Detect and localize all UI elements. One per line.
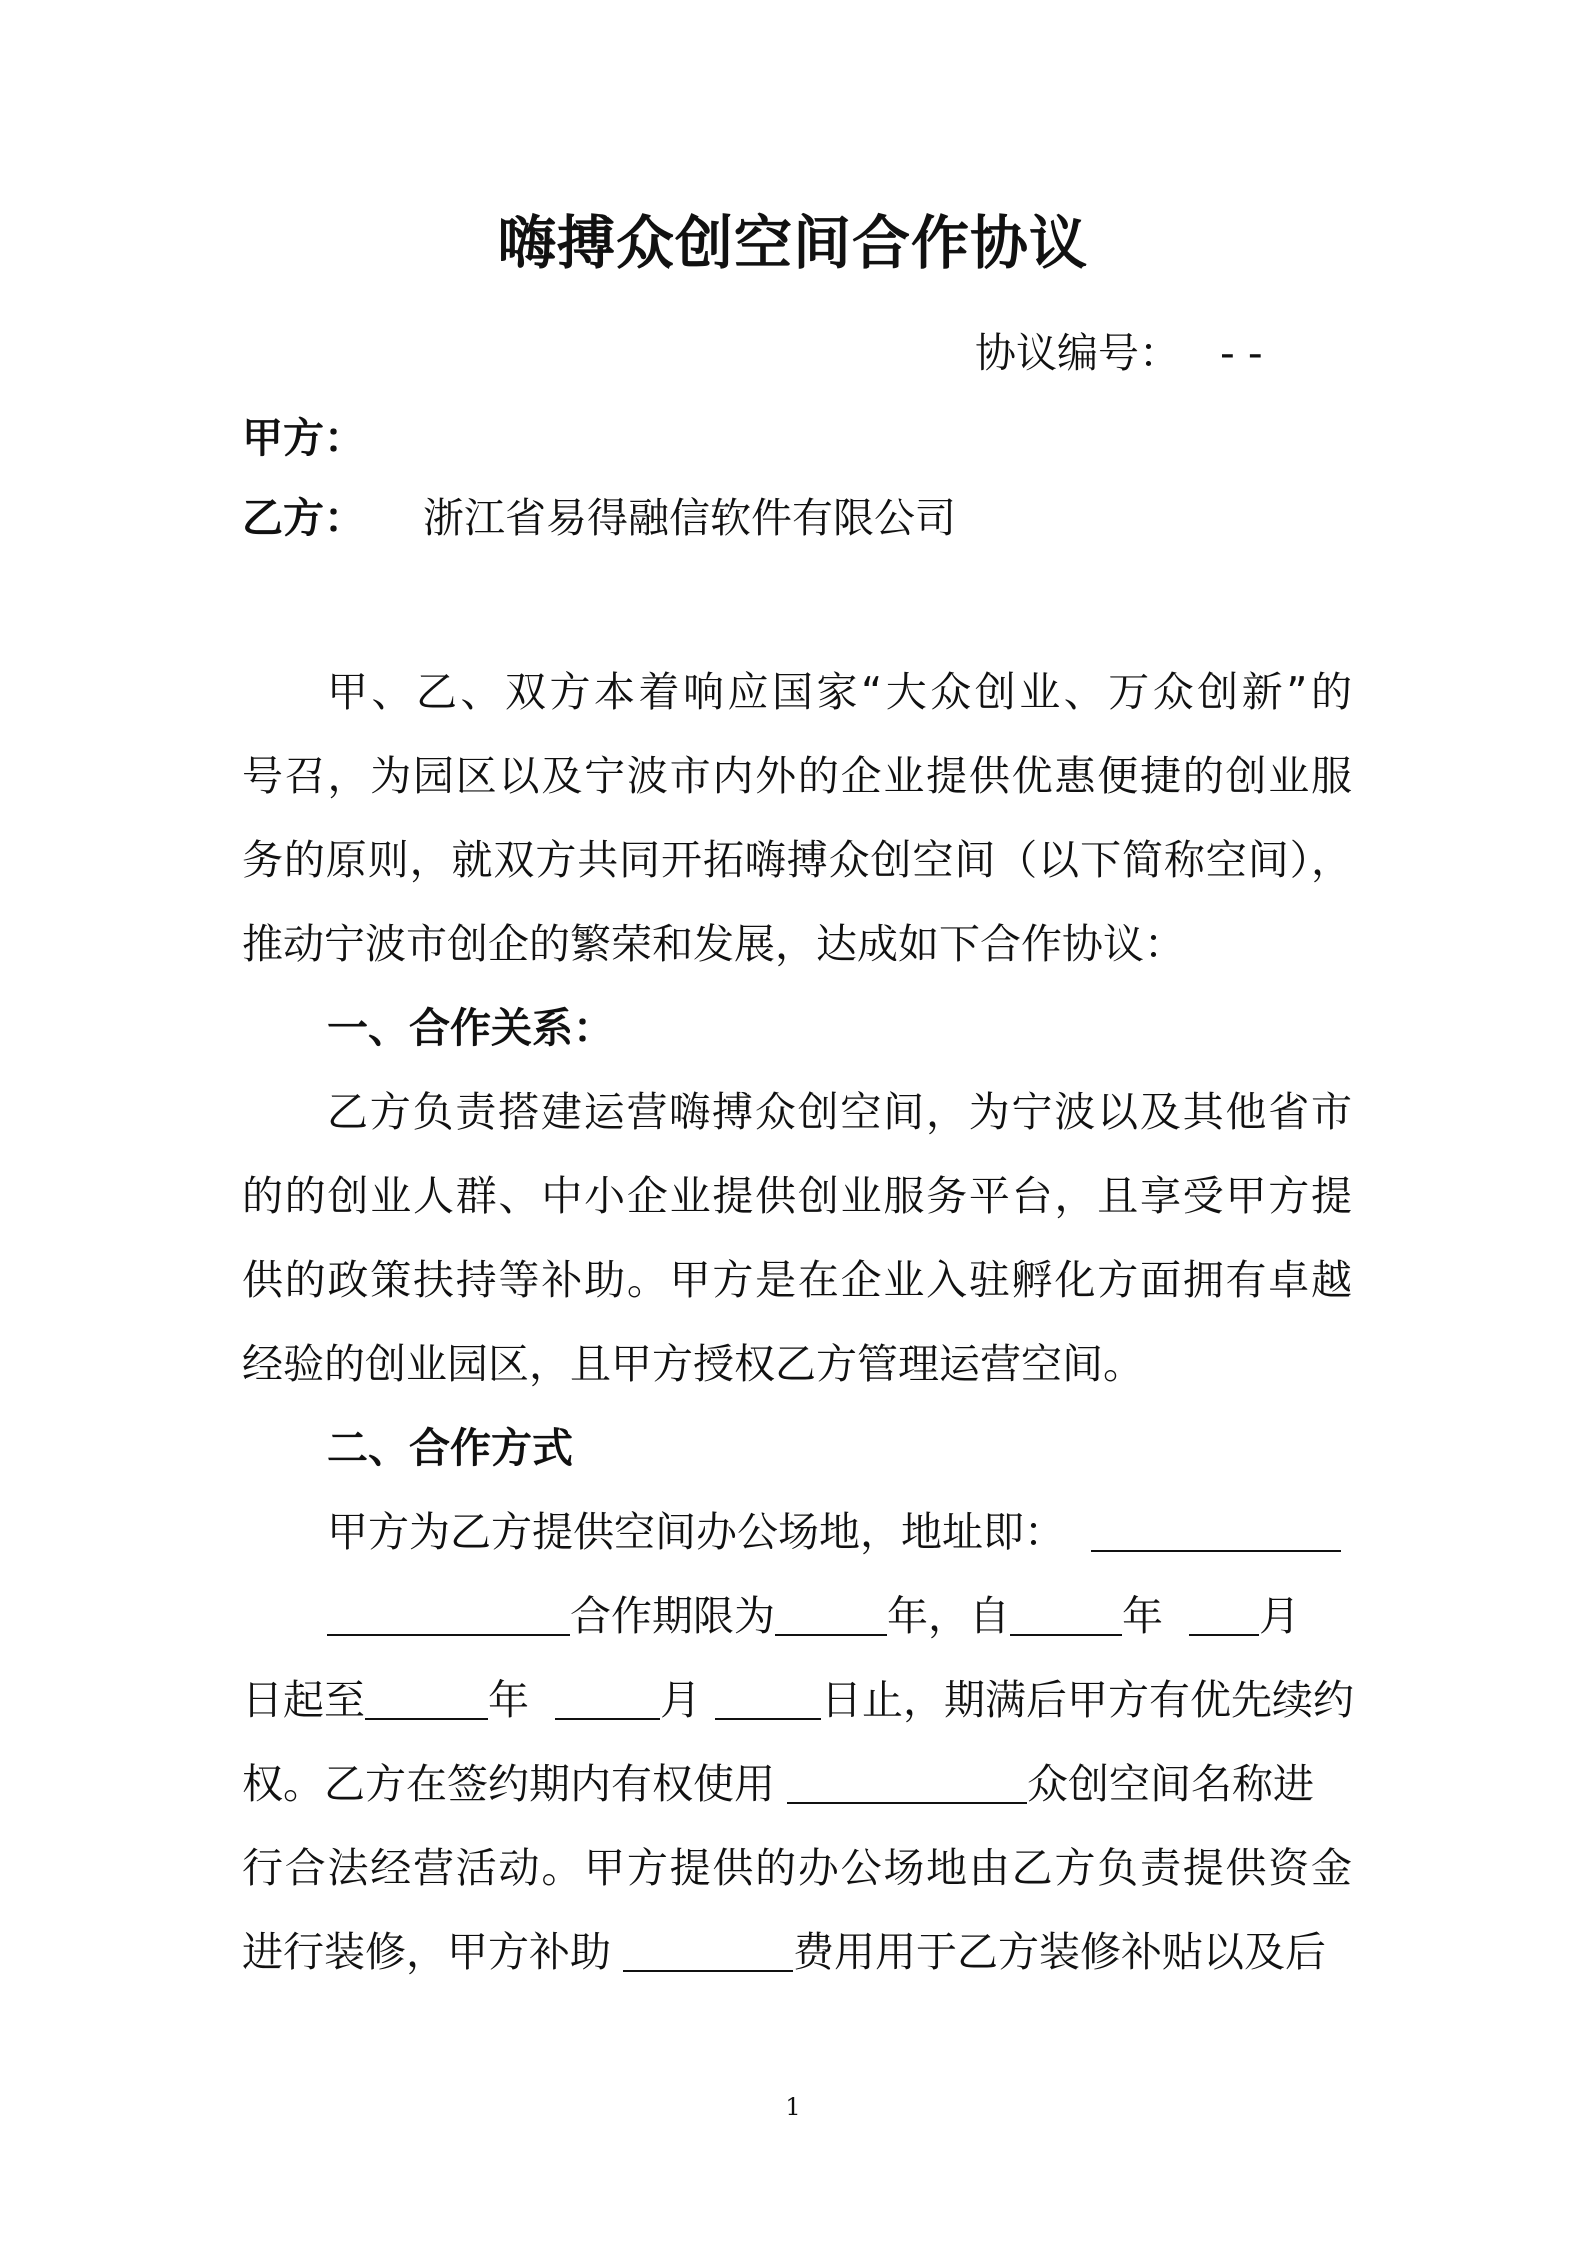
subsidy-blank bbox=[623, 1926, 793, 1972]
renewal-text: 日止，期满后甲方有优先续约 bbox=[821, 1676, 1354, 1724]
party-b-label: 乙方： bbox=[242, 494, 365, 542]
section1-line: 供的政策扶持等补助。甲方是在企业入驻孵化方面拥有卓越 bbox=[242, 1256, 1352, 1304]
agreement-number-value: - - bbox=[1220, 329, 1263, 377]
subsidy-use-text: 费用用于乙方装修补贴以及后 bbox=[793, 1928, 1326, 1976]
end-year-label: 年 bbox=[488, 1676, 529, 1724]
subsidy-text: 进行装修，甲方补助 bbox=[242, 1928, 611, 1976]
start-year-blank bbox=[1010, 1590, 1122, 1636]
party-b bbox=[242, 490, 956, 546]
agreement-number bbox=[975, 325, 1263, 381]
end-month-blank bbox=[555, 1674, 660, 1720]
end-month-label: 月 bbox=[660, 1676, 701, 1724]
term-years-blank bbox=[775, 1590, 887, 1636]
section2-line: 行合法经营活动。甲方提供的办公场地由乙方负责提供资金 bbox=[242, 1844, 1352, 1892]
preamble-line: 号召，为园区以及宁波市内外的企业提供优惠便捷的创业服 bbox=[242, 752, 1352, 800]
name-use-text: 权。乙方在签约期内有权使用 bbox=[242, 1760, 775, 1808]
agreement-number-label: 协议编号： bbox=[975, 329, 1180, 377]
end-day-blank bbox=[715, 1674, 821, 1720]
section1-line: 的的创业人群、中小企业提供创业服务平台，且享受甲方提 bbox=[242, 1172, 1352, 1220]
address-blank bbox=[1091, 1506, 1341, 1552]
preamble-line: 推动宁波市创企的繁荣和发展，达成如下合作协议： bbox=[242, 920, 1185, 968]
section2-line-address bbox=[242, 1504, 1352, 1560]
space-name-text: 众创空间名称进 bbox=[1027, 1760, 1314, 1808]
preamble-line: 甲、乙、双方本着响应国家“大众创业、万众创新”的 bbox=[327, 668, 1352, 716]
party-a-label: 甲方： bbox=[242, 414, 365, 462]
term-text: 合作期限为 bbox=[570, 1592, 775, 1640]
start-year-label: 年 bbox=[1122, 1592, 1163, 1640]
section2-line-subsidy bbox=[242, 1924, 1352, 1980]
section1-line: 乙方负责搭建运营嗨搏众创空间，为宁波以及其他省市 bbox=[327, 1088, 1352, 1136]
page-number: 1 bbox=[785, 2093, 801, 2121]
section2-line-end bbox=[242, 1672, 1352, 1728]
section2-line-term bbox=[242, 1588, 1352, 1644]
section2-heading: 二、合作方式 bbox=[327, 1424, 573, 1472]
address-text: 甲方为乙方提供空间办公场地，地址即： bbox=[327, 1508, 1065, 1556]
party-b-name: 浙江省易得融信软件有限公司 bbox=[423, 494, 956, 542]
section1-heading: 一、合作关系： bbox=[327, 1004, 614, 1052]
address-blank-continued bbox=[327, 1590, 570, 1636]
section2-line-name bbox=[242, 1756, 1352, 1812]
document-title: 嗨搏众创空间合作协议 bbox=[497, 209, 1088, 277]
party-a bbox=[242, 410, 365, 466]
preamble-line: 务的原则，就双方共同开拓嗨搏众创空间（以下简称空间）， bbox=[242, 836, 1352, 884]
term-year-from-text: 年，自 bbox=[887, 1592, 1010, 1640]
start-month-label: 月 bbox=[1259, 1592, 1300, 1640]
end-date-text: 日起至 bbox=[242, 1676, 365, 1724]
space-name-blank bbox=[787, 1758, 1027, 1804]
end-year-blank bbox=[365, 1674, 488, 1720]
start-month-blank bbox=[1189, 1590, 1259, 1636]
section1-line: 经验的创业园区，且甲方授权乙方管理运营空间。 bbox=[242, 1340, 1144, 1388]
